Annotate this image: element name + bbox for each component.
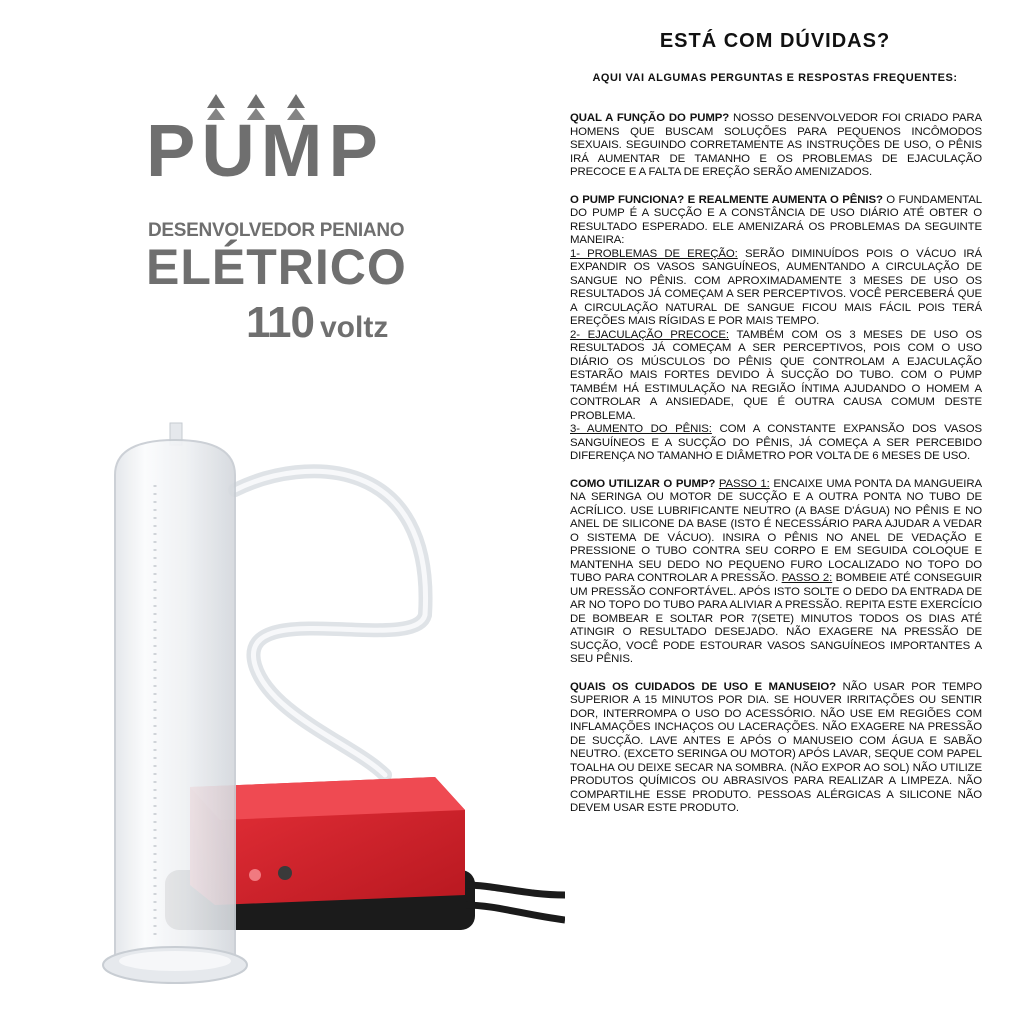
faq-question: COMO UTILIZAR O PUMP? — [570, 477, 716, 490]
product-type: ELÉTRICO — [146, 239, 407, 295]
faq-question: QUAIS OS CUIDADOS DE USO E MANUSEIO? — [570, 680, 836, 693]
brand-subtitle: DESENVOLVEDOR PENIANO — [148, 220, 405, 241]
faq-item — [570, 478, 982, 667]
faq-panel — [560, 0, 990, 1024]
faq-item — [570, 681, 982, 816]
faq-answer: O FUNDAMENTAL DO PUMP É A SUCÇÃO E A CONSTÂNCIA DE USO DIÁRIO ATÉ OBTER O RESULTADO ESPERADO. ELE AMENIZARÁ OS PROBLEMAS DA SEGUINTE MANEIRA: — [570, 193, 982, 246]
faq-point-label: 2- EJACULAÇÃO PRECOCE: — [570, 328, 729, 341]
faq-step-text: BOMBEIE ATÉ CONSEGUIR UM PRESSÃO CONFORTÁVEL. APÓS ISTO SOLTE O DEDO DA ENTRADA DE AR NO TOPO DO TUBO PARA ALIVIAR A PRESSÃO. REPITA ESTE EXERCÍCIO DE BOMBEAR E SOLTAR POR 7(SETE) MINUTOS TODOS OS DIAS ATÉ ATINGIR O RESULTADO DESEJADO. NÃO EXAGERE NA PRESSÃO DE SUCÇÃO, VOCÊ PODE ESTOURAR VASOS SANGUÍNEOS IMPORTANTES A SEU PÊNIS. — [570, 572, 983, 665]
faq-point-text: COM A CONSTANTE EXPANSÃO DOS VASOS SANGUÍNEOS E A SUCÇÃO DO PÊNIS, JÁ COMEÇA A SER PERCEBIDO DIFERENÇA NO TAMANHO E DIÂMETRO POR VOLTA DE 6 MESES DE USO. — [570, 423, 982, 462]
faq-step-label: PASSO 2: — [781, 572, 833, 584]
voltage-label — [246, 298, 388, 348]
faq-title: ESTÁ COM DÚVIDAS? — [659, 30, 891, 52]
faq-item — [570, 112, 982, 180]
faq-answer: NÃO USAR POR TEMPO SUPERIOR A 15 MINUTOS POR DIA. SE HOUVER IRRITAÇÕES OU SENTIR DOR, INTERROMPA O USO DO ACESSÓRIO. NÃO USE EM REGIÕES COM INFLAMAÇÕES INCHAÇOS OU LACERAÇÕES. NÃO EXAGERE NA PRESSÃO DE SUCÇÃO. LAVE ANTES E APÓS O MANUSEIO COM ÁGUA E SABÃO NEUTRO. (EXCETO SERINGA OU MOTOR) APÓS LAVAR, SEQUE COM PAPEL TOALHA OU DEIXE SECAR NA SOMBRA. (NÃO EXPOR AO SOL) NÃO UTILIZE PRODUTOS QUÍMICOS OU ABRASIVOS PARA REALIZAR A LIMPEZA. NÃO COMPARTILHE ESSE PRODUTO. PESSOAS ALÉRGICAS A SILICONE NÃO DEVEM USAR ESTE PRODUTO. — [570, 680, 982, 814]
faq-point-label: 1- PROBLEMAS DE EREÇÃO: — [570, 247, 738, 260]
brand-logo — [146, 92, 416, 352]
faq-question: O PUMP FUNCIONA? E REALMENTE AUMENTA O PÊNIS? — [570, 193, 883, 206]
faq-point-label: 3- AUMENTO DO PÊNIS: — [570, 423, 712, 435]
faq-intro: AQUI VAI ALGUMAS PERGUNTAS E RESPOSTAS FREQUENTES: — [592, 72, 958, 84]
faq-question: QUAL A FUNÇÃO DO PUMP? — [570, 112, 730, 124]
product-photo — [95, 415, 565, 1015]
faq-point-text: SERÃO DIMINUÍDOS POIS O VÁCUO IRÁ EXPANDIR OS VASOS SANGUÍNEOS, AUMENTANDO A CIRCULAÇÃO DE SANGUE NO PÊNIS. COM APROXIMADAMENTE 3 MESES DE USO OS RESULTADOS JÁ COMEÇAM A SER PERCEPTIVOS. VOCÊ PERCEBERÁ QUE A CIRCULAÇÃO NATURAL DE SANGUE FICOU MAIS FÁCIL POIS TERÁ EREÇÕES MAIS RÍGIDAS E POR MAIS TEMPO. — [570, 247, 983, 327]
faq-point-text: TAMBÉM COM OS 3 MESES DE USO OS RESULTADOS JÁ COMEÇAM A SER PERCEPTIVOS, POIS COM O USO DIÁRIO OS MÚSCULOS DO PÊNIS QUE CONTROLAM A EJACULAÇÃO ESTARÃO MAIS FORTES DEVIDO À SUCÇÃO DO TUBO. COM O PUMP TAMBÉM HÁ ESTIMULAÇÃO NA REGIÃO ÍNTIMA AJUDANDO O HOMEM A CONTROLAR A ANSIEDADE, QUE É OUTRA CAUSA COMUM DESTE PROBLEMA. — [570, 328, 982, 422]
faq-list — [570, 112, 982, 830]
faq-answer: NOSSO DESENVOLVEDOR FOI CRIADO PARA HOMENS QUE BUSCAM SOLUÇÕES PARA PEQUENOS INCÔMODOS SEXUAIS. SEGUINDO CORRETAMENTE AS INSTRUÇÕES DE USO, O PÊNIS IRÁ AUMENTAR DE TAMANHO E OS PROBLEMAS DE EJACULAÇÃO PRECOCE E A FALTA DE EREÇÃO SERÃO AMENIZADOS. — [570, 112, 983, 178]
voltage-number: 110 — [246, 298, 314, 347]
faq-step-text: ENCAIXE UMA PONTA DA MANGUEIRA NA SERINGA OU MOTOR DE SUCÇÃO E A OUTRA PONTA NO TUBO DE ACRÍLICO. USE LUBRIFICANTE NEUTRO (A BASE D'ÁGUA) NO PÊNIS E NO ANEL DE SILICONE DA BASE (ISTO É NECESSÁRIO PARA AJUDAR A VEDAR O SISTEMA DE VÁCUO). INSIRA O PÊNIS NO ANEL DE VEDAÇÃO E PRESSIONE O TUBO CONTRA SEU CORPO E EM SEGUIDA COLOQUE E MANTENHA SEU DEDO NO PEQUENO FURO LOCALIZADO NO TOPO DO TUBO PARA CONTROLAR A PRESSÃO. — [570, 477, 982, 584]
brand-name: PUMP — [146, 109, 384, 192]
voltage-unit: voltz — [319, 311, 389, 344]
faq-step-label: PASSO 1: — [718, 477, 770, 490]
faq-item — [570, 194, 982, 464]
